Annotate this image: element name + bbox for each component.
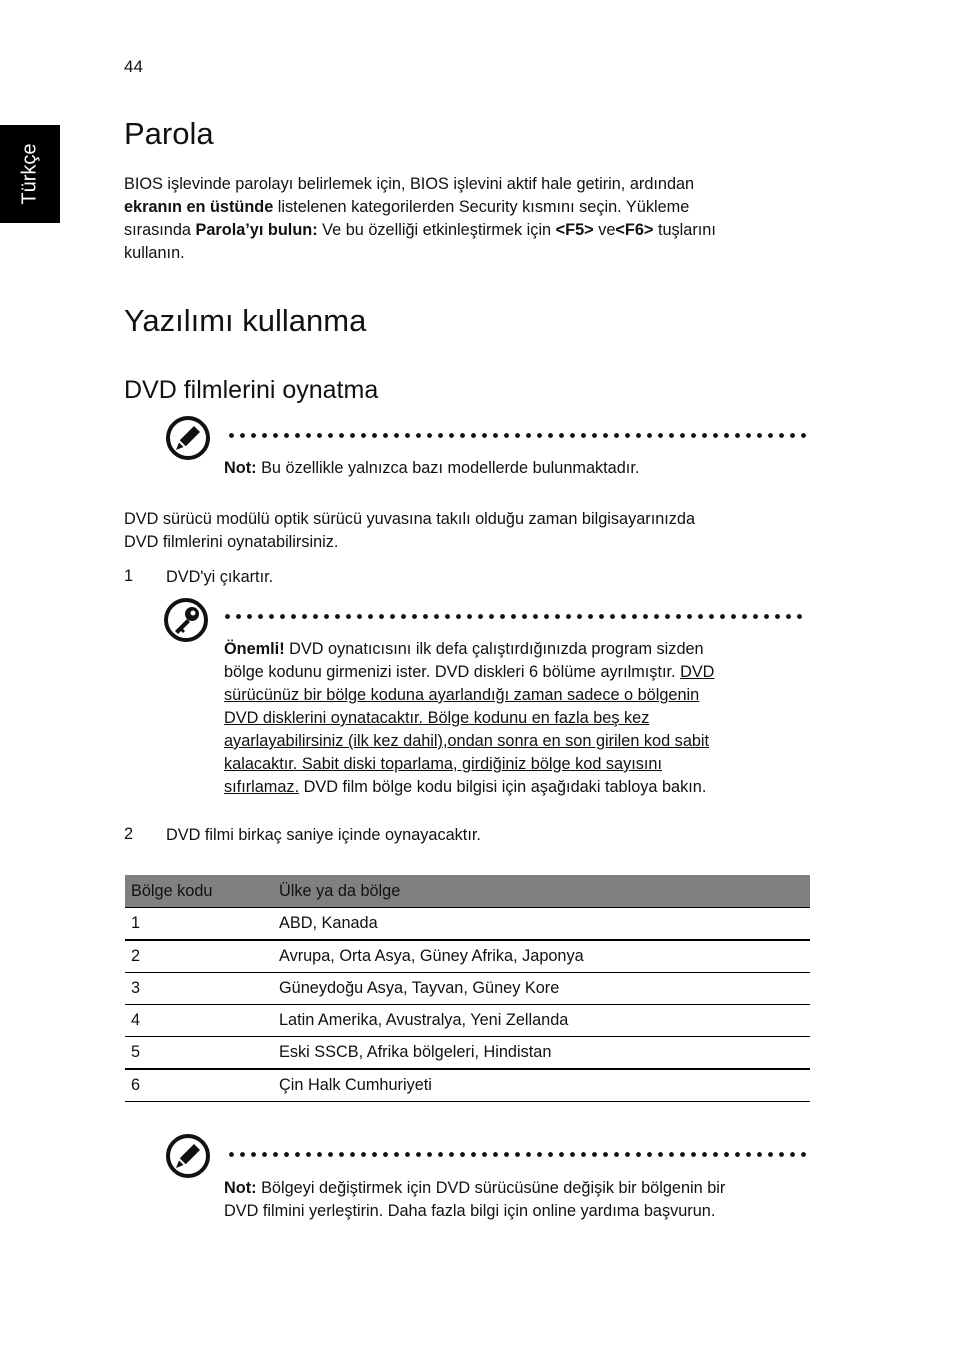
important-label: Önemli! bbox=[224, 640, 285, 658]
text-segment: Ve bu özelliği etkinleştirmek için bbox=[317, 221, 556, 239]
page-number: 44 bbox=[124, 57, 143, 76]
note-label: Not: bbox=[224, 459, 257, 477]
language-side-tab bbox=[0, 125, 60, 223]
intro-line: DVD sürücü modülü optik sürücü yuvasına takılı olduğu zaman bilgisayarınızda bbox=[124, 510, 696, 528]
important-line bbox=[224, 753, 814, 776]
region-code-cell: 4 bbox=[125, 1005, 273, 1037]
table-row bbox=[125, 940, 810, 973]
parola-paragraph bbox=[124, 173, 824, 265]
dvd-heading: DVD filmlerini oynatma bbox=[124, 376, 379, 404]
important-divider bbox=[222, 614, 808, 619]
region-code-cell: 3 bbox=[125, 973, 273, 1005]
underlined-text: kalacaktır. Sabit diski toparlama, girdiğiniz bölge kod sayısını bbox=[224, 755, 663, 773]
region-code-cell: 6 bbox=[125, 1069, 273, 1102]
note-text: DVD filmini yerleştirin. Daha fazla bilgi için online yardıma başvurun. bbox=[224, 1202, 716, 1220]
table-row bbox=[125, 1037, 810, 1070]
parola-line bbox=[124, 196, 824, 219]
table-row bbox=[125, 908, 810, 941]
note-1-line bbox=[224, 457, 639, 480]
text-segment: DVD oynatıcısını ilk defa çalıştırdığınızda program sizden bbox=[284, 640, 704, 658]
region-name-cell: Avrupa, Orta Asya, Güney Afrika, Japonya bbox=[273, 940, 810, 973]
note-text: Bölgeyi değiştirmek için DVD sürücüsüne değişik bir bölgenin bir bbox=[256, 1179, 726, 1197]
important-line bbox=[224, 638, 814, 661]
underlined-text: DVD disklerini oynatacaktır. Bölge kodunu en fazla beş kez bbox=[224, 709, 650, 727]
region-code-cell: 5 bbox=[125, 1037, 273, 1070]
bold-text: <F5> bbox=[555, 221, 594, 239]
bold-text: Parola’yı bulun: bbox=[195, 221, 318, 239]
parola-line bbox=[124, 242, 824, 265]
table-row bbox=[125, 973, 810, 1005]
region-name-cell: ABD, Kanada bbox=[273, 908, 810, 941]
parola-line bbox=[124, 173, 824, 196]
note-2-line bbox=[224, 1200, 814, 1223]
note-pencil-icon bbox=[166, 416, 210, 460]
bold-text: <F6> bbox=[615, 221, 654, 239]
important-line bbox=[224, 730, 814, 753]
text-segment: tuşlarını bbox=[653, 221, 716, 239]
text-segment: kullanın. bbox=[124, 244, 185, 262]
column-header: Bölge kodu bbox=[125, 875, 273, 908]
underlined-text: sıfırlamaz. bbox=[224, 778, 300, 796]
table-header-row bbox=[125, 875, 810, 908]
region-code-cell: 1 bbox=[125, 908, 273, 941]
region-code-table bbox=[125, 875, 810, 1102]
note-divider bbox=[226, 1152, 810, 1157]
region-name-cell: Çin Halk Cumhuriyeti bbox=[273, 1069, 810, 1102]
region-name-cell: Latin Amerika, Avustralya, Yeni Zellanda bbox=[273, 1005, 810, 1037]
important-key-icon bbox=[164, 598, 208, 642]
important-line bbox=[224, 684, 814, 707]
underlined-text: ayarlayabilirsiniz (ilk kez dahil),ondan sonra en son girilen kod sabit bbox=[224, 732, 710, 750]
note-pencil-icon bbox=[166, 1134, 210, 1178]
dvd-intro bbox=[124, 508, 695, 554]
text-segment: bölge kodunu girmenizi ister. DVD diskleri 6 bölüme ayrılmıştır. bbox=[224, 663, 681, 681]
parola-line bbox=[124, 219, 824, 242]
step-2-text: DVD filmi birkaç saniye içinde oynayacaktır. bbox=[166, 826, 481, 844]
step-1-number: 1 bbox=[124, 567, 134, 585]
table-row bbox=[125, 1005, 810, 1037]
note-1 bbox=[224, 457, 639, 480]
column-header: Ülke ya da bölge bbox=[273, 875, 810, 908]
note-2-line bbox=[224, 1177, 814, 1200]
important-note bbox=[224, 638, 814, 799]
step-2-number: 2 bbox=[124, 825, 134, 843]
region-name-cell: Eski SSCB, Afrika bölgeleri, Hindistan bbox=[273, 1037, 810, 1070]
text-segment: listelenen kategorilerden Security kısmını seçin. Yükleme bbox=[273, 198, 690, 216]
side-tab-label: Türkçe bbox=[18, 143, 41, 205]
bold-text: ekranın en üstünde bbox=[124, 198, 274, 216]
region-code-cell: 2 bbox=[125, 940, 273, 973]
note-label: Not: bbox=[224, 1179, 257, 1197]
note-text: Bu özellikle yalnızca bazı modellerde bulunmaktadır. bbox=[256, 459, 640, 477]
text-segment: BIOS işlevinde parolayı belirlemek için, BIOS işlevini aktif hale getirin, ardından bbox=[124, 175, 695, 193]
intro-line: DVD filmlerini oynatabilirsiniz. bbox=[124, 533, 339, 551]
note-2 bbox=[224, 1177, 814, 1223]
underlined-text: sürücünüz bir bölge koduna ayarlandığı zaman sadece o bölgenin bbox=[224, 686, 700, 704]
text-segment: ve bbox=[593, 221, 616, 239]
note-divider bbox=[226, 433, 810, 438]
important-line bbox=[224, 707, 814, 730]
underlined-text: DVD bbox=[680, 663, 715, 681]
region-name-cell: Güneydoğu Asya, Tayvan, Güney Kore bbox=[273, 973, 810, 1005]
table-row bbox=[125, 1069, 810, 1102]
text-segment: DVD film bölge kodu bilgisi için aşağıdaki tabloya bakın. bbox=[299, 778, 707, 796]
parola-heading: Parola bbox=[124, 116, 214, 151]
text-segment: sırasında bbox=[124, 221, 196, 239]
important-line bbox=[224, 661, 814, 684]
software-heading: Yazılımı kullanma bbox=[124, 303, 367, 338]
step-1-text: DVD'yi çıkartır. bbox=[166, 568, 274, 586]
important-line bbox=[224, 776, 814, 799]
